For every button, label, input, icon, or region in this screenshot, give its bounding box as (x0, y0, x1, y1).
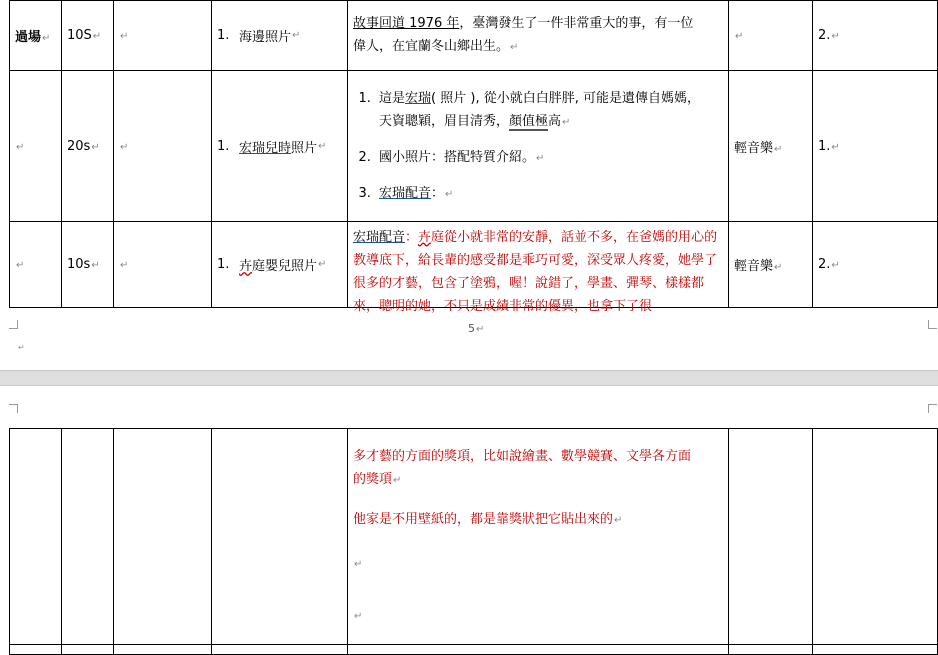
narration-highlight: 故事回道 1976 年 (353, 16, 460, 31)
paragraph-mark-icon: ↵ (831, 141, 840, 153)
paragraph-mark-icon: ↵ (354, 611, 363, 622)
narration-text: ，臺灣發生了一件非常重大的事，有一位 (459, 16, 694, 31)
list-number: 2. (818, 28, 831, 43)
table-cell[interactable] (729, 71, 813, 222)
paragraph-mark-icon: ↵ (831, 31, 840, 42)
table-row (10, 71, 938, 222)
shot-description: 卉 (239, 259, 253, 274)
paragraph-mark-icon: ↵ (735, 31, 744, 42)
shot-description: 庭嬰兒照片 (252, 259, 318, 274)
list-number: 1. (217, 28, 230, 43)
narration-text: 多才藝的方面的獎項，比如說繪畫、數學競賽、文學各方面 (353, 449, 692, 464)
shot-description: 宏瑞兒時 (239, 140, 292, 156)
crop-mark (9, 404, 18, 413)
paragraph-mark-icon: ↵ (774, 262, 783, 273)
table-cell[interactable] (10, 429, 62, 645)
table-cell[interactable] (114, 1, 212, 71)
paragraph-mark-icon: ↵ (510, 42, 519, 53)
list-number: 1. (217, 257, 230, 272)
table-row (10, 429, 938, 645)
page-number: 5↵ (468, 322, 485, 335)
paragraph-mark-icon: ↵ (91, 141, 100, 153)
shot-description: 照片 (291, 140, 318, 156)
table-row (10, 1, 938, 71)
table-cell[interactable] (62, 429, 114, 645)
table-cell[interactable] (10, 1, 62, 71)
music-cue: 輕音樂 (734, 140, 774, 156)
paragraph-mark-icon: ↵ (18, 343, 25, 352)
script-table-bottom (9, 428, 938, 655)
shot-description: 海邊照片 (239, 30, 292, 45)
paragraph-mark-icon: ↵ (91, 260, 100, 271)
list-number: 1. (217, 138, 230, 154)
table-cell[interactable] (114, 222, 212, 308)
table-cell[interactable] (813, 222, 938, 308)
table-row (10, 222, 938, 308)
paragraph-mark-icon: ↵ (445, 188, 454, 200)
script-table-top (9, 0, 938, 314)
table-cell[interactable] (813, 429, 938, 645)
table-cell[interactable] (813, 1, 938, 71)
crop-mark (928, 404, 937, 413)
scene-label: 過場 (15, 30, 42, 45)
table-cell[interactable] (212, 1, 348, 71)
table-cell[interactable]: 多才藝的方面的獎項，比如說繪畫、數學競賽、文學各方面 的獎項↵ 他家是不用壁紙的，都是靠獎狀把它貼出來的↵ ↵ ↵ (348, 429, 729, 645)
table-cell[interactable] (114, 71, 212, 222)
duration: 10s (67, 257, 91, 272)
table-row (10, 645, 938, 655)
table-cell[interactable] (62, 71, 114, 222)
paragraph-mark-icon: ↵ (354, 559, 363, 570)
narration-text: 庭從小就非常的安靜，話並不多，在爸媽的用 (431, 229, 692, 245)
list-number: 1. (818, 138, 831, 154)
paragraph-mark-icon: ↵ (16, 141, 25, 153)
table-cell[interactable] (10, 71, 62, 222)
narration-text: 偉人，在宜蘭冬山鄉出生。 (353, 39, 510, 54)
crop-mark (928, 320, 937, 329)
table-cell[interactable]: 宏瑞配音：卉庭從小就非常的安靜，話並不多，在爸媽的用心的教導底下，給長輩的感受都是乖巧可愛，深受眾人疼愛，她學了很多的才藝，包含了塗鴉，喔！說錯了，學畫、彈琴、樣樣都來，聰明的她，不只是成績非常的優異，也拿下了很 (348, 222, 729, 308)
paragraph-mark-icon: ↵ (120, 141, 129, 153)
narration-text: 心的教導底下，給長輩的感受都是乖巧可愛，深受眾人疼愛，她學了很多的才藝，包含了塗鴉，喔！說錯了，學畫、彈琴、樣樣都來，聰明的她，不只是成績非常的優異，也拿下了很 (353, 229, 718, 314)
paragraph-mark-icon: ↵ (562, 116, 571, 128)
table-cell[interactable] (348, 71, 729, 222)
table-cell[interactable] (62, 222, 114, 308)
paragraph-mark-icon: ↵ (536, 152, 545, 164)
narration-text: 的獎項 (353, 472, 393, 487)
list-item: 3. 宏瑞配音：↵ (375, 182, 723, 206)
paragraph-mark-icon: ↵ (92, 31, 102, 42)
table-cell[interactable] (212, 222, 348, 308)
table-cell[interactable] (62, 1, 114, 71)
paragraph-mark-icon: ↵ (318, 259, 327, 270)
table-cell[interactable] (729, 1, 813, 71)
table-cell[interactable] (212, 71, 348, 222)
duration: 20s (67, 138, 91, 154)
list-number: 2. (818, 257, 831, 272)
table-cell[interactable] (348, 1, 729, 71)
paragraph-mark-icon: ↵ (318, 140, 327, 152)
table-cell[interactable] (813, 71, 938, 222)
narration-text: 他家是不用壁紙的，都是靠獎狀把它貼出來的 (353, 512, 614, 527)
voiceover-label: 宏瑞配音 (353, 229, 406, 245)
table-cell[interactable] (212, 429, 348, 645)
paragraph-mark-icon: ↵ (42, 33, 51, 44)
table-cell[interactable] (729, 222, 813, 308)
paragraph-mark-icon: ↵ (120, 31, 129, 42)
duration: 10S (67, 28, 92, 43)
table-cell[interactable] (10, 222, 62, 308)
paragraph-mark-icon: ↵ (292, 30, 301, 41)
music-cue: 輕音樂 (734, 259, 774, 274)
crop-mark (9, 320, 18, 329)
paragraph-mark-icon: ↵ (831, 260, 840, 271)
narration-list (353, 87, 723, 206)
table-cell[interactable] (114, 429, 212, 645)
paragraph-mark-icon: ↵ (16, 260, 25, 271)
table-cell[interactable] (729, 429, 813, 645)
paragraph-mark-icon: ↵ (120, 260, 129, 271)
paragraph-mark-icon: ↵ (774, 143, 783, 155)
list-item: 1. 這是宏瑞( 照片 ), 從小就白白胖胖, 可能是遺傳自媽媽， 天資聰穎，眉目清秀，顏值極高↵ (375, 87, 723, 134)
page-gap (0, 370, 938, 386)
list-item: 2. 國小照片：搭配特質介紹。↵ (375, 146, 723, 170)
